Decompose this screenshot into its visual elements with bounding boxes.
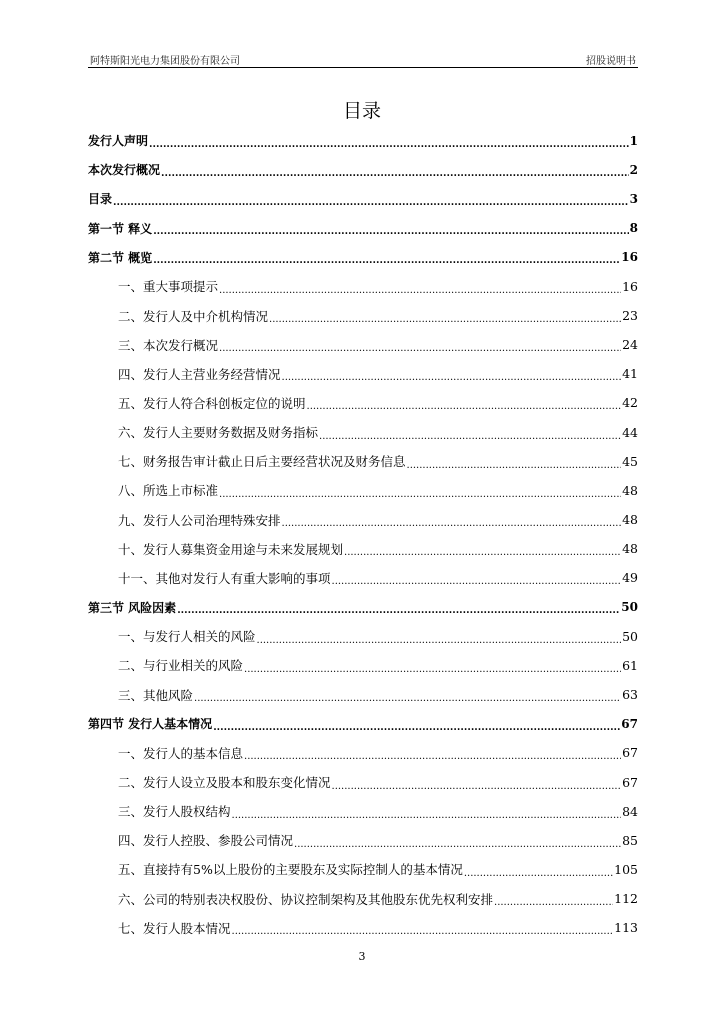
toc-dot-leader bbox=[282, 514, 622, 529]
toc-chapter-entry[interactable] bbox=[88, 126, 638, 155]
toc-dot-leader bbox=[464, 864, 613, 879]
toc-entry-title: 四、发行人主营业务经营情况 bbox=[118, 366, 281, 382]
toc-entry-title: 第二节 概览 bbox=[88, 250, 153, 265]
toc-page-number: 1 bbox=[629, 133, 638, 148]
toc-dot-leader bbox=[332, 572, 622, 587]
toc-dot-leader bbox=[153, 252, 620, 266]
toc-chapter-entry[interactable] bbox=[88, 213, 638, 242]
toc-chapter-entry[interactable] bbox=[88, 155, 638, 184]
toc-section-entry[interactable] bbox=[88, 855, 638, 884]
toc-dot-leader bbox=[213, 719, 620, 733]
toc-page-number: 48 bbox=[622, 541, 638, 557]
toc-dot-leader bbox=[153, 223, 628, 237]
toc-entry-title: 目录 bbox=[88, 192, 113, 207]
toc-entry-title: 二、与行业相关的风险 bbox=[118, 658, 244, 674]
toc-section-entry[interactable] bbox=[88, 476, 638, 505]
toc-section-entry[interactable] bbox=[88, 272, 638, 301]
toc-page-number: 42 bbox=[622, 395, 638, 411]
toc-page-number: 63 bbox=[622, 687, 638, 703]
toc-section-entry[interactable] bbox=[88, 913, 638, 942]
toc-section-entry[interactable] bbox=[88, 447, 638, 476]
toc-page-number: 50 bbox=[622, 628, 638, 644]
toc-page-number: 41 bbox=[622, 366, 638, 382]
toc-section-entry[interactable] bbox=[88, 884, 638, 913]
toc-page-number: 44 bbox=[622, 424, 638, 440]
toc-page-number: 16 bbox=[622, 278, 638, 294]
toc-entry-title: 九、发行人公司治理特殊安排 bbox=[118, 512, 281, 528]
toc-entry-title: 三、本次发行概况 bbox=[118, 337, 219, 353]
toc-dot-leader bbox=[332, 777, 622, 792]
toc-entry-title: 六、公司的特别表决权股份、协议控制架构及其他股东优先权利安排 bbox=[118, 891, 494, 907]
toc-section-entry[interactable] bbox=[88, 330, 638, 359]
toc-entry-title: 本次发行概况 bbox=[88, 163, 161, 178]
toc-dot-leader bbox=[244, 660, 621, 675]
toc-section-entry[interactable] bbox=[88, 651, 638, 680]
toc-page-number: 67 bbox=[622, 774, 638, 790]
toc-page-number: 23 bbox=[622, 308, 638, 324]
toc-dot-leader bbox=[232, 806, 622, 821]
toc-entry-title: 第四节 发行人基本情况 bbox=[88, 717, 213, 732]
toc-chapter-entry[interactable] bbox=[88, 593, 638, 622]
toc-entry-title: 一、重大事项提示 bbox=[118, 279, 219, 295]
toc-entry-title: 发行人声明 bbox=[88, 134, 149, 149]
toc-entry-title: 八、所选上市标准 bbox=[118, 483, 219, 499]
page-number: 3 bbox=[358, 950, 366, 963]
toc-entry-title: 第一节 释义 bbox=[88, 221, 153, 236]
toc-dot-leader bbox=[177, 602, 620, 616]
toc-entry-title: 十、发行人募集资金用途与未来发展规划 bbox=[118, 541, 344, 557]
toc-dot-leader bbox=[257, 631, 622, 646]
toc-dot-leader bbox=[494, 893, 613, 908]
toc-section-entry[interactable] bbox=[88, 767, 638, 796]
header-company-name: 阿特斯阳光电力集团股份有限公司 bbox=[90, 56, 240, 67]
toc-section-entry[interactable] bbox=[88, 388, 638, 417]
page-header bbox=[88, 50, 638, 66]
toc-entry-title: 七、发行人股本情况 bbox=[118, 920, 231, 936]
toc-entry-title: 五、发行人符合科创板定位的说明 bbox=[118, 395, 306, 411]
toc-dot-leader bbox=[244, 747, 621, 762]
toc-page-number: 67 bbox=[622, 745, 638, 761]
toc-dot-leader bbox=[113, 194, 629, 208]
toc-section-entry[interactable] bbox=[88, 563, 638, 592]
toc-entry-title: 一、发行人的基本信息 bbox=[118, 745, 244, 761]
toc-page-number: 112 bbox=[614, 891, 638, 907]
toc-dot-leader bbox=[161, 165, 629, 179]
toc-section-entry[interactable] bbox=[88, 301, 638, 330]
toc-dot-leader bbox=[307, 397, 622, 412]
toc-entry-title: 六、发行人主要财务数据及财务指标 bbox=[118, 425, 319, 441]
table-of-contents bbox=[88, 126, 638, 942]
toc-page-number: 113 bbox=[614, 920, 638, 936]
toc-section-entry[interactable] bbox=[88, 622, 638, 651]
toc-entry-title: 十一、其他对发行人有重大影响的事项 bbox=[118, 570, 331, 586]
toc-section-entry[interactable] bbox=[88, 797, 638, 826]
toc-entry-title: 四、发行人控股、参股公司情况 bbox=[118, 833, 294, 849]
toc-entry-title: 一、与发行人相关的风险 bbox=[118, 629, 256, 645]
toc-section-entry[interactable] bbox=[88, 826, 638, 855]
toc-dot-leader bbox=[407, 456, 622, 471]
header-rule bbox=[88, 67, 638, 68]
toc-page-number: 67 bbox=[621, 716, 638, 731]
toc-dot-leader bbox=[149, 136, 629, 150]
toc-dot-leader bbox=[219, 339, 621, 354]
toc-chapter-entry[interactable] bbox=[88, 709, 638, 738]
toc-page-number: 45 bbox=[622, 453, 638, 469]
toc-chapter-entry[interactable] bbox=[88, 243, 638, 272]
toc-page-number: 50 bbox=[621, 600, 638, 615]
toc-entry-title: 三、发行人股权结构 bbox=[118, 804, 231, 820]
toc-page-number: 85 bbox=[622, 832, 638, 848]
toc-section-entry[interactable] bbox=[88, 680, 638, 709]
toc-entry-title: 二、发行人设立及股本和股东变化情况 bbox=[118, 775, 331, 791]
toc-dot-leader bbox=[194, 689, 621, 704]
toc-chapter-entry[interactable] bbox=[88, 184, 638, 213]
toc-entry-title: 五、直接持有5%以上股份的主要股东及实际控制人的基本情况 bbox=[118, 862, 463, 878]
toc-page-number: 24 bbox=[622, 337, 638, 353]
toc-entry-title: 第三节 风险因素 bbox=[88, 600, 177, 615]
toc-section-entry[interactable] bbox=[88, 505, 638, 534]
toc-page-number: 48 bbox=[622, 482, 638, 498]
toc-page-number: 48 bbox=[622, 512, 638, 528]
toc-dot-leader bbox=[319, 427, 621, 442]
toc-dot-leader bbox=[269, 310, 621, 325]
toc-dot-leader bbox=[232, 922, 614, 937]
toc-dot-leader bbox=[282, 368, 622, 383]
toc-dot-leader bbox=[219, 485, 621, 500]
toc-section-entry[interactable] bbox=[88, 418, 638, 447]
toc-entry-title: 三、其他风险 bbox=[118, 687, 194, 703]
toc-page-number: 2 bbox=[629, 162, 638, 177]
page-title: 目录 bbox=[342, 100, 381, 122]
toc-entry-title: 二、发行人及中介机构情况 bbox=[118, 308, 269, 324]
toc-section-entry[interactable] bbox=[88, 738, 638, 767]
toc-dot-leader bbox=[294, 835, 621, 850]
toc-page-number: 3 bbox=[629, 191, 638, 206]
toc-page-number: 61 bbox=[622, 657, 638, 673]
toc-page-number: 84 bbox=[622, 803, 638, 819]
toc-section-entry[interactable] bbox=[88, 534, 638, 563]
toc-entry-title: 七、财务报告审计截止日后主要经营状况及财务信息 bbox=[118, 454, 406, 470]
header-document-type: 招股说明书 bbox=[586, 56, 636, 67]
toc-page-number: 49 bbox=[622, 570, 638, 586]
toc-page-number: 16 bbox=[621, 250, 638, 265]
toc-page-number: 105 bbox=[614, 861, 638, 877]
toc-dot-leader bbox=[344, 543, 621, 558]
toc-page-number: 8 bbox=[629, 221, 638, 236]
toc-section-entry[interactable] bbox=[88, 359, 638, 388]
toc-dot-leader bbox=[219, 281, 621, 296]
